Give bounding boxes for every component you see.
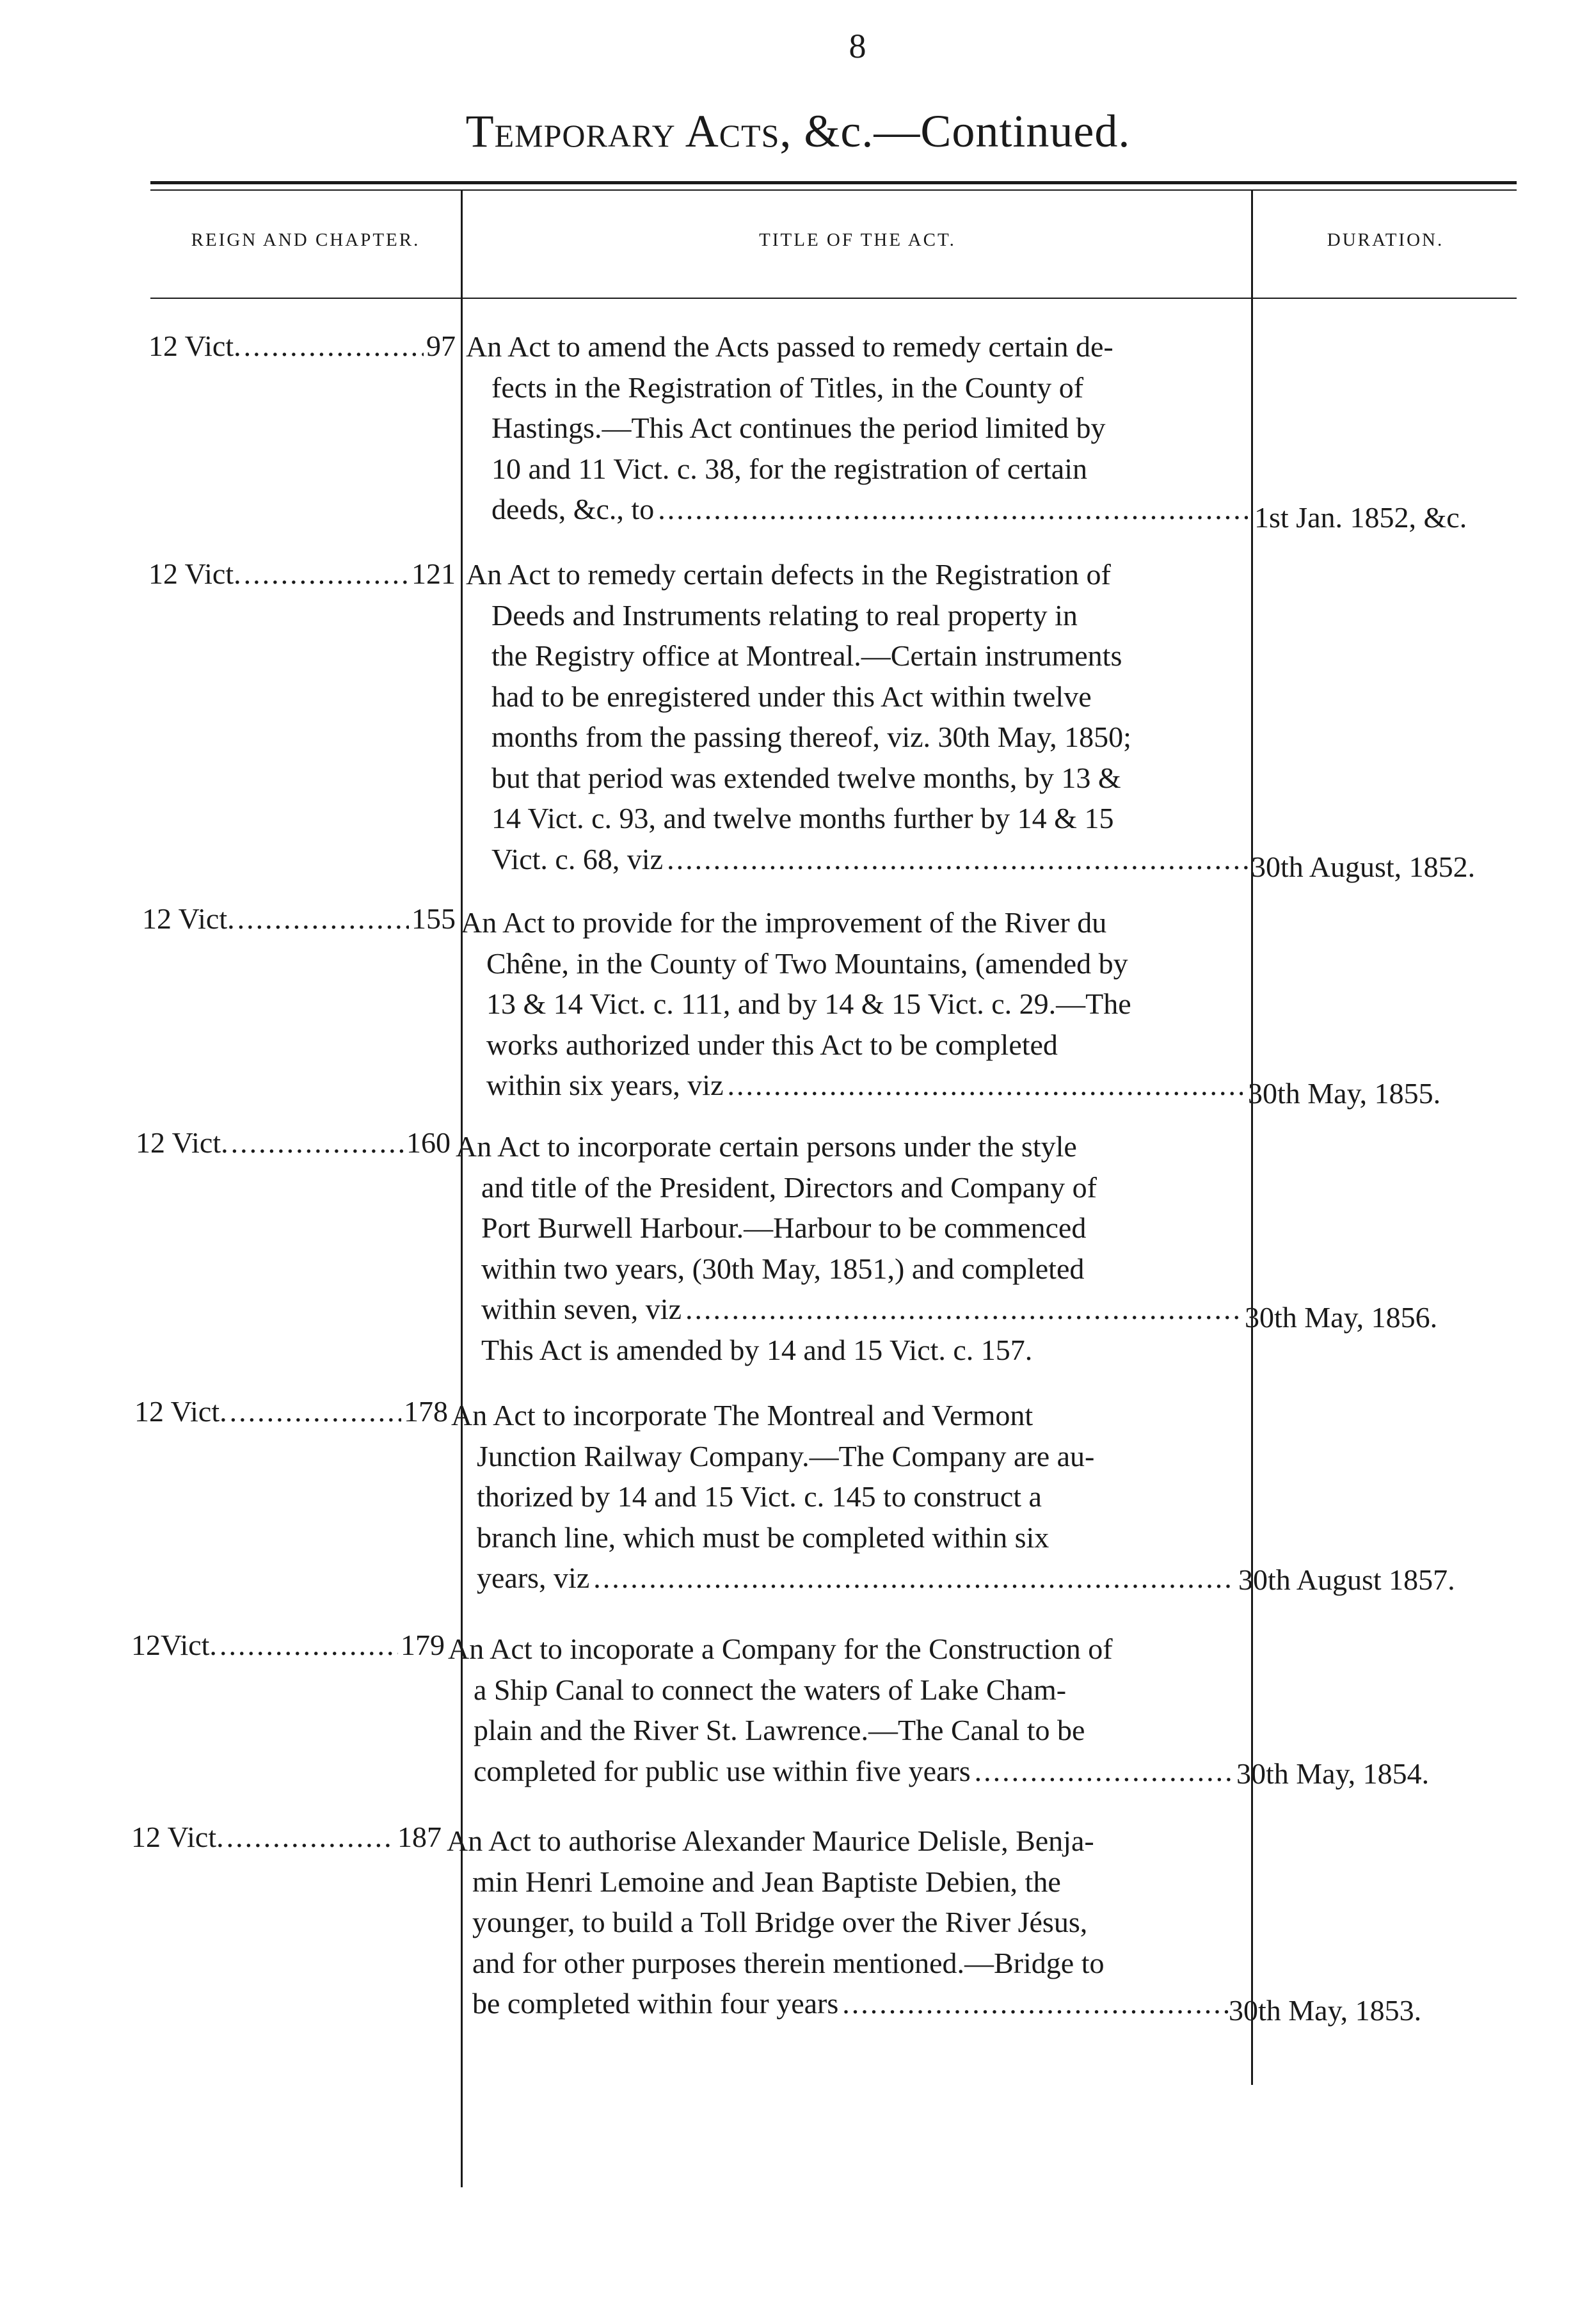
act-entry: An Act to incoporate a Company for the Construction of a Ship Canal to connect the waters of Lake Cham- plain and the River St. Lawrence.—The Canal to be completed for public use within five years ..... bbox=[448, 1629, 1234, 1791]
reign-entry: 12 Vict. ..... 155 bbox=[142, 899, 456, 939]
column-divider-right bbox=[1251, 191, 1253, 2085]
header-bottom-rule bbox=[150, 298, 1517, 299]
reign-entry: 12 Vict. ..... 121 bbox=[148, 554, 456, 594]
duration-value: 30th August 1857. bbox=[1238, 1563, 1455, 1596]
duration-value: 30th May, 1853. bbox=[1229, 1994, 1422, 2027]
reign-entry: 12 Vict. ..... 160 bbox=[136, 1123, 451, 1163]
column-header-reign: REIGN AND CHAPTER. bbox=[191, 230, 420, 250]
reign-entry: 12 Vict. ..... 97 bbox=[148, 326, 456, 366]
act-entry: An Act to incorporate certain persons under the style and title of the President, Directors and Company of Port Burwell Harbour.—Harbour to be commenced within two years, (30th May, 1851,) and completed within seven, viz ..... This Act is amended by 14 and 15 Vict. c. 157. bbox=[456, 1126, 1240, 1370]
running-title-main: Temporary Acts, bbox=[465, 106, 792, 157]
header-top-rule-thick bbox=[150, 181, 1517, 184]
reign-entry: 12 Vict. ..... 178 bbox=[134, 1392, 448, 1432]
page-number: 8 bbox=[849, 27, 866, 65]
act-entry: An Act to remedy certain defects in the Registration of Deeds and Instruments relating to real property in the Registry office at Montreal.—Certain instruments had to be enregistered under this Act within twelve months from the passing thereof, viz. 30th May, 1850; but that period was extended twelve months, by 13 & 14 Vict. c. 93, and twelve months further by 14 & 15 Vict. c. 68, viz ..... bbox=[466, 554, 1248, 879]
duration-value: 30th May, 1856. bbox=[1245, 1301, 1438, 1334]
duration-value: 30th August, 1852. bbox=[1251, 850, 1476, 883]
column-header-title: TITLE OF THE ACT. bbox=[759, 230, 956, 250]
act-entry: An Act to provide for the improvement of the River du Chêne, in the County of Two Mountains, (amended by 13 & 14 Vict. c. 111, and by 14 & 15 Vict. c. 29.—The works authorized under this Act to be completed within six years, viz ..... bbox=[461, 902, 1243, 1106]
act-entry: An Act to authorise Alexander Maurice Delisle, Benja- min Henri Lemoine and Jean Baptiste Debien, the younger, to build a Toll Bridge over the River Jésus, and for other purposes therein mentioned.—Bridge to be completed within four years ..... bbox=[447, 1821, 1231, 2024]
column-header-duration: DURATION. bbox=[1327, 230, 1444, 250]
duration-value: 30th May, 1854. bbox=[1236, 1757, 1430, 1790]
reign-entry: 12 Vict. ..... 187 bbox=[131, 1817, 442, 1857]
duration-value: 30th May, 1855. bbox=[1248, 1077, 1441, 1110]
running-title bbox=[0, 102, 1596, 160]
header-top-rule-thin bbox=[150, 189, 1517, 191]
act-entry: An Act to amend the Acts passed to remedy certain de- fects in the Registration of Titles, in the County of Hastings.—This Act continues the period limited by 10 and 11 Vict. c. 38, for the registration of certain deeds, &c., to ..... bbox=[466, 326, 1248, 530]
duration-value: 1st Jan. 1852, &c. bbox=[1254, 501, 1467, 534]
running-title-rest: &c.—Continued. bbox=[792, 106, 1131, 157]
reign-entry: 12Vict. ..... 179 bbox=[131, 1625, 445, 1665]
act-entry: An Act to incorporate The Montreal and Vermont Junction Railway Company.—The Company are au- thorized by 14 and 15 Vict. c. 145 to construct a branch line, which must be completed within six years, viz ..... bbox=[451, 1395, 1235, 1599]
